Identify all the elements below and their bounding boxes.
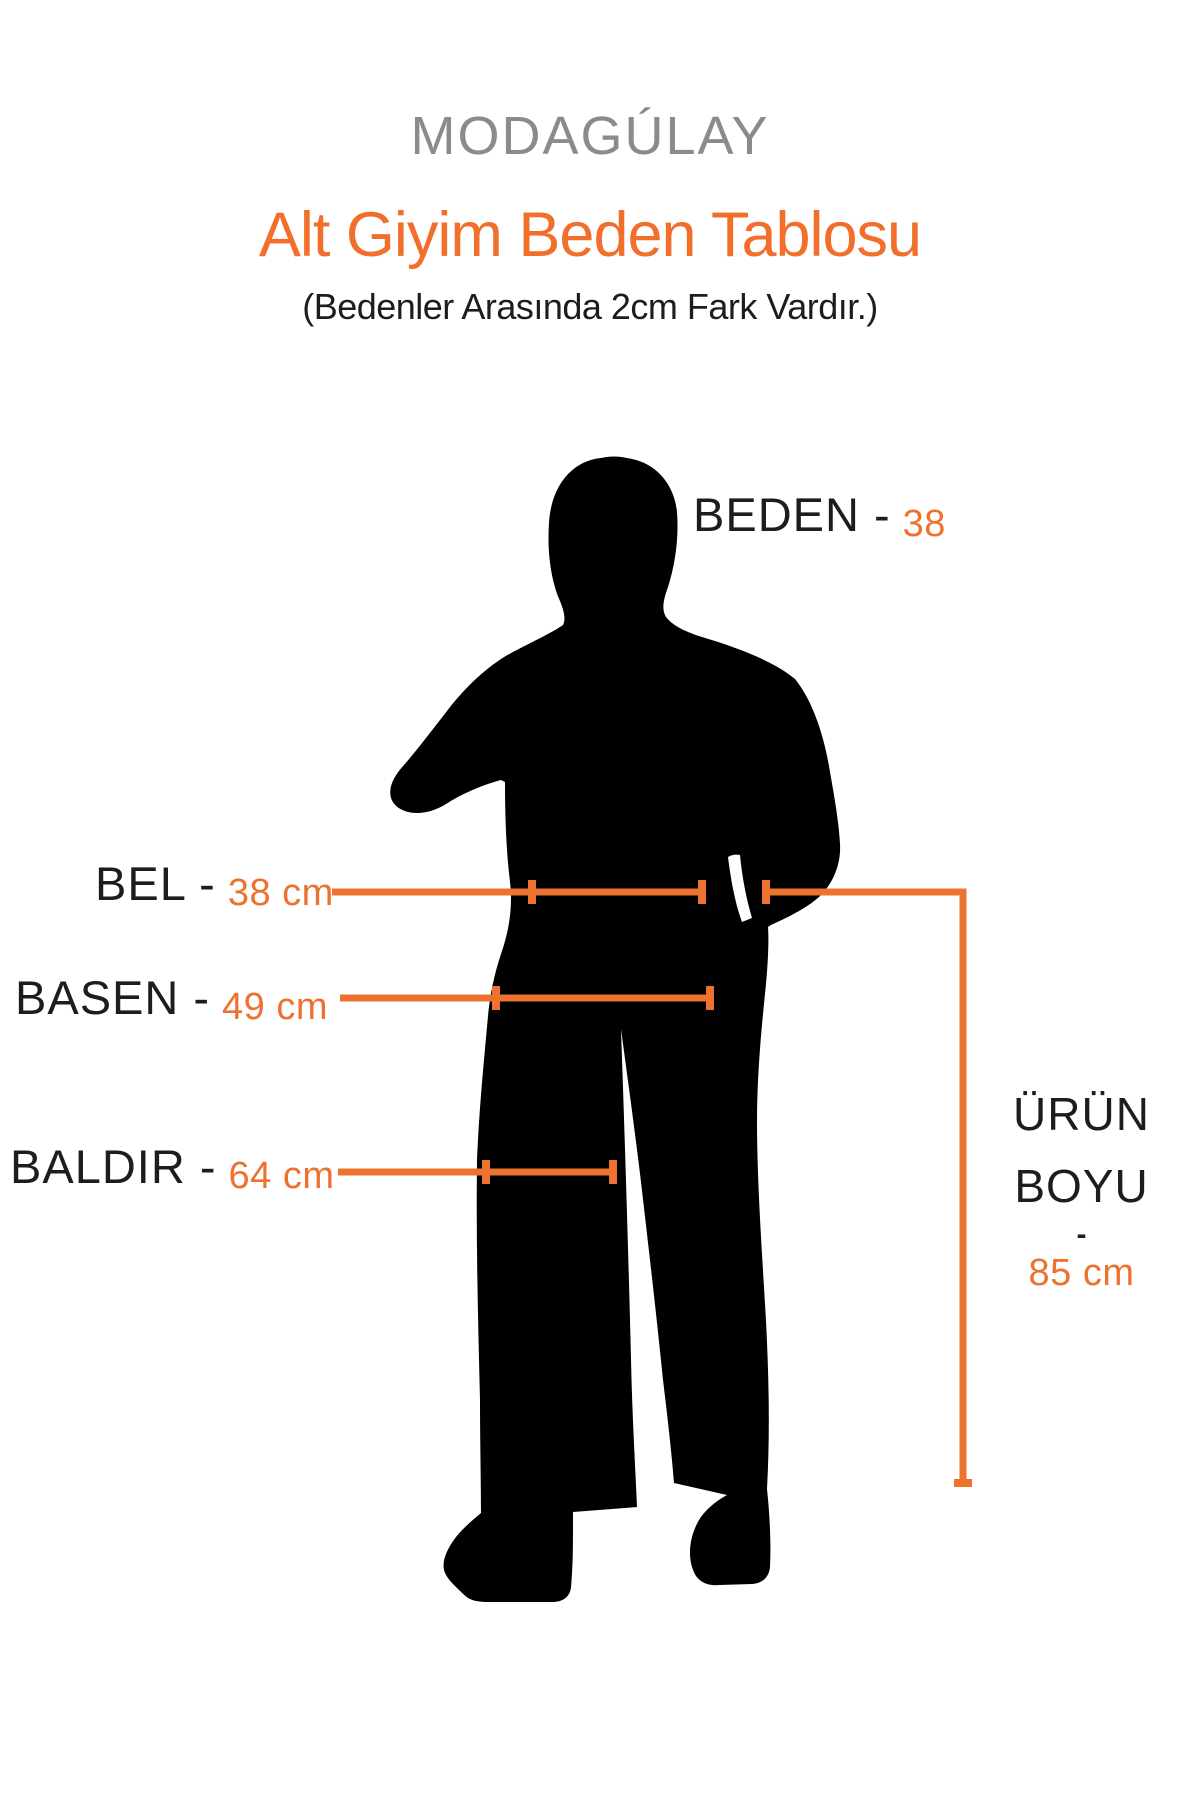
beden-annotation: [693, 488, 946, 545]
urun-boyu-value: 85 cm: [1028, 1252, 1135, 1294]
brand-logo: MODAGÚLAY: [410, 106, 770, 166]
urun-boyu-label-line2: BOYU: [1014, 1160, 1149, 1212]
beden-value: 38: [902, 503, 946, 545]
basen-annotation: [15, 971, 329, 1028]
bel-value: 38 cm: [227, 872, 334, 914]
basen-value: 49 cm: [222, 986, 329, 1028]
urun-boyu-line: [766, 892, 963, 1483]
baldir-label: BALDIR -: [10, 1140, 217, 1193]
page-title: Alt Giyim Beden Tablosu: [258, 200, 922, 270]
page-subtitle: (Bedenler Arasında 2cm Fark Vardır.): [302, 286, 878, 327]
basen-label: BASEN -: [15, 971, 211, 1024]
baldir-value: 64 cm: [228, 1155, 335, 1197]
person-silhouette: [390, 457, 840, 1603]
beden-label: BEDEN -: [693, 488, 891, 541]
urun-boyu-annotation: [963, 1078, 1200, 1298]
urun-boyu-separator: -: [1076, 1218, 1087, 1251]
bel-label: BEL -: [95, 857, 216, 910]
urun-boyu-label-line1: ÜRÜN: [1013, 1088, 1150, 1140]
bel-annotation: [95, 857, 334, 914]
baldir-annotation: [10, 1140, 335, 1197]
